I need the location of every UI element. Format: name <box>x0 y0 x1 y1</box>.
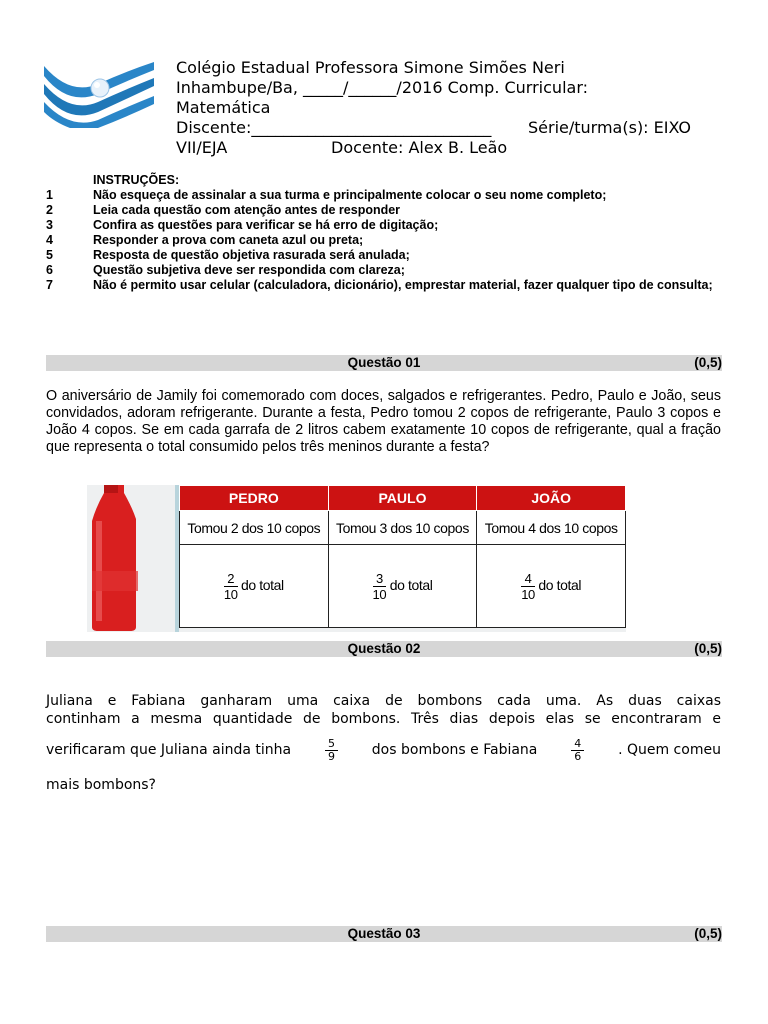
fraction-cell: $\frac{2}{10}$ do total <box>180 545 329 628</box>
instruction-item: 6 Questão subjetiva deve ser respondida com clareza; <box>46 263 405 277</box>
question-01-points: (0,5) <box>694 355 722 370</box>
question-02-text: Juliana e Fabiana ganharam uma caixa de bombons cada uma. As duas caixas continham a mesma quantidade de bombons. Três dias depois elas se encontraram e verificaram que Juliana ainda tinha 5 9 dos bombons e Fabiana 4 6 . Quem comeu mais bombons? <box>46 693 721 793</box>
school-name: Colégio Estadual Professora Simone Simões Neri <box>176 58 565 77</box>
desc-cell: Tomou 3 dos 10 copos <box>328 511 477 545</box>
class-value: VII/EJA <box>176 138 228 157</box>
column-header-paulo: PAULO <box>328 486 477 511</box>
date-and-subject: Inhambupe/Ba, _____/______/2016 Comp. Curricular: <box>176 78 588 97</box>
question-01-title: Questão 01 <box>347 355 421 370</box>
subject-name: Matemática <box>176 98 271 117</box>
question-02-bar <box>46 641 722 657</box>
instruction-item: 2 Leia cada questão com atenção antes de responder <box>46 203 401 217</box>
fraction-fabiana: 4 6 <box>571 738 584 763</box>
question-02-title: Questão 02 <box>347 641 421 656</box>
instructions <box>46 173 746 293</box>
question-01-bar <box>46 355 722 371</box>
question-03-bar <box>46 926 722 942</box>
question-03-points: (0,5) <box>694 926 722 941</box>
teacher-name: Docente: Alex B. Leão <box>331 138 508 157</box>
column-header-joao: JOÃO <box>477 486 626 511</box>
instruction-item: 7 Não é permito usar celular (calculadora, dicionário), emprestar material, fazer qualquer tipo de consulta; <box>46 278 713 292</box>
instruction-item: 5 Resposta de questão objetiva rasurada será anulada; <box>46 248 410 262</box>
fraction-cell: $\frac{4}{10}$ do total <box>477 545 626 628</box>
consumption-table <box>179 485 626 628</box>
student-field: Discente:______________________________ <box>176 118 492 137</box>
instruction-item: 4 Responder a prova com caneta azul ou preta; <box>46 233 364 247</box>
instruction-item: 3 Confira as questões para verificar se há erro de digitação; <box>46 218 439 232</box>
instruction-item: 1 Não esqueça de assinalar a sua turma e principalmente colocar o seu nome completo; <box>46 188 607 202</box>
question-01-text: O aniversário de Jamily foi comemorado com doces, salgados e refrigerantes. Pedro, Paulo e João, seus convidados, adoram refrigerante. Durante a festa, Pedro tomou 2 copos de refrigerante, Paulo 3 copos e João 4 copos. Se em cada garrafa de 2 litros cabem exatamente 10 copos de refrigerante, qual a fração que representa o total consumido pelos três meninos durante a festa? <box>46 388 721 455</box>
class-field: Série/turma(s): EIXO <box>528 118 692 137</box>
question-02-points: (0,5) <box>694 641 722 656</box>
fraction-cell: $\frac{3}{10}$ do total <box>328 545 477 628</box>
soda-consumption-figure <box>87 485 626 632</box>
school-logo <box>40 58 158 128</box>
column-header-pedro: PEDRO <box>180 486 329 511</box>
instructions-title: INSTRUÇÕES: <box>93 173 180 187</box>
desc-cell: Tomou 4 dos 10 copos <box>477 511 626 545</box>
fraction-juliana: 5 9 <box>325 738 338 763</box>
question-03-title: Questão 03 <box>347 926 421 941</box>
soda-bottle-image <box>87 485 179 632</box>
desc-cell: Tomou 2 dos 10 copos <box>180 511 329 545</box>
